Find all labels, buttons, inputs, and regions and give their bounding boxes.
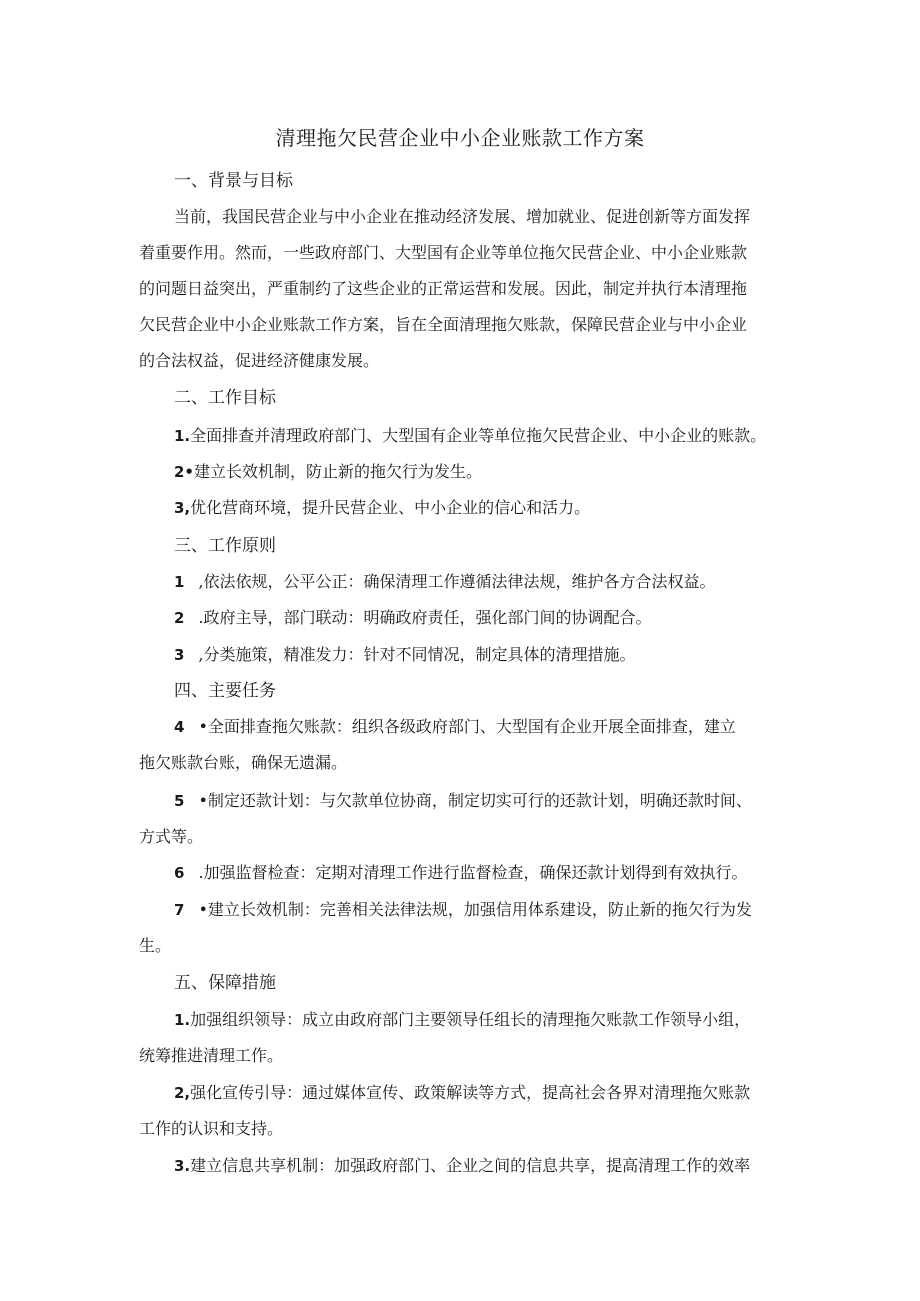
item-separator: . [198,608,204,627]
list-item [174,1154,750,1178]
item-number: 2, [174,1084,191,1102]
item-text: 建立长效机制，防止新的拖欠行为发生。 [194,462,483,481]
list-item-continuation: 工作的认识和支持。 [139,1119,284,1138]
item-number: 4 [174,718,185,736]
item-text: 分类施策，精准发力：针对不同情况，制定具体的清理措施。 [203,645,636,664]
list-item [174,789,752,813]
item-number: 1. [174,427,191,445]
item-separator: , [198,572,204,591]
list-item [174,715,736,739]
item-text: 全面排查并清理政府部门、大型国有企业等单位拖欠民营企业、中小企业的账款。 [190,426,767,445]
list-item [174,898,752,922]
item-separator: • [198,717,208,736]
item-separator: • [198,791,208,810]
item-number: 3. [174,1157,191,1175]
section-heading: 五、保障措施 [174,973,276,993]
item-number: 5 [174,792,185,810]
item-text: 加强组织领导：成立由政府部门主要领导任组长的清理拖欠账款工作领导小组， [190,1010,751,1029]
paragraph-line: 的合法权益，促进经济健康发展。 [139,351,380,370]
item-separator: , [198,645,204,664]
list-item [174,460,482,484]
item-separator: • [198,900,208,919]
item-number: 1 [174,573,185,591]
list-item [174,424,766,448]
item-number: 1. [174,1011,191,1029]
item-text: 建立长效机制：完善相关法律法规，加强信用体系建设，防止新的拖欠行为发 [207,900,752,919]
item-number: 6 [174,864,185,882]
list-item-continuation: 方式等。 [139,827,204,846]
section-heading: 一、背景与目标 [174,171,293,191]
list-item-continuation: 拖欠账款台账，确保无遗漏。 [139,753,348,772]
item-text: 依法依规，公平公正：确保清理工作遵循法律法规，维护各方合法权益。 [203,572,716,591]
item-number: 7 [174,901,185,919]
list-item-continuation: 统筹推进清理工作。 [139,1046,284,1065]
item-number: 2 [174,609,185,627]
section-heading: 二、工作目标 [174,388,276,408]
item-separator: . [198,863,204,882]
item-text: 优化营商环境，提升民营企业、中小企业的信心和活力。 [190,498,591,517]
item-text: 强化宣传引导：通过媒体宣传、政策解读等方式，提高社会各界对清理拖欠账款 [190,1083,751,1102]
item-text: 全面排查拖欠账款：组织各级政府部门、大型国有企业开展全面排查，建立 [207,717,736,736]
list-item [174,496,590,520]
section-heading: 三、工作原则 [174,536,276,556]
paragraph-line: 着重要作用。然而，一些政府部门、大型国有企业等单位拖欠民营企业、中小企业账款 [139,243,748,262]
list-item [174,1081,750,1105]
section-heading: 四、主要任务 [174,681,276,701]
item-number: 2• [174,463,195,481]
document-title: 清理拖欠民营企业中小企业账款工作方案 [275,126,645,150]
item-text: 加强监督检查：定期对清理工作进行监督检查，确保还款计划得到有效执行。 [203,863,748,882]
paragraph-line: 当前，我国民营企业与中小企业在推动经济发展、增加就业、促进创新等方面发挥 [174,207,751,226]
item-text: 政府主导，部门联动：明确政府责任，强化部门间的协调配合。 [203,608,652,627]
list-item [174,643,636,667]
list-item [174,606,652,630]
list-item-continuation: 生。 [139,936,172,955]
paragraph-line: 的问题日益突出，严重制约了这些企业的正常运营和发展。因此，制定并执行本清理拖 [139,279,748,298]
list-item [174,1008,750,1032]
item-text: 建立信息共享机制：加强政府部门、企业之间的信息共享，提高清理工作的效率 [190,1156,751,1175]
list-item [174,570,716,594]
paragraph-line: 欠民营企业中小企业账款工作方案，旨在全面清理拖欠账款，保障民营企业与中小企业 [139,315,748,334]
item-text: 制定还款计划：与欠款单位协商，制定切实可行的还款计划，明确还款时间、 [207,791,752,810]
list-item [174,861,748,885]
item-number: 3 [174,646,185,664]
item-number: 3, [174,499,191,517]
